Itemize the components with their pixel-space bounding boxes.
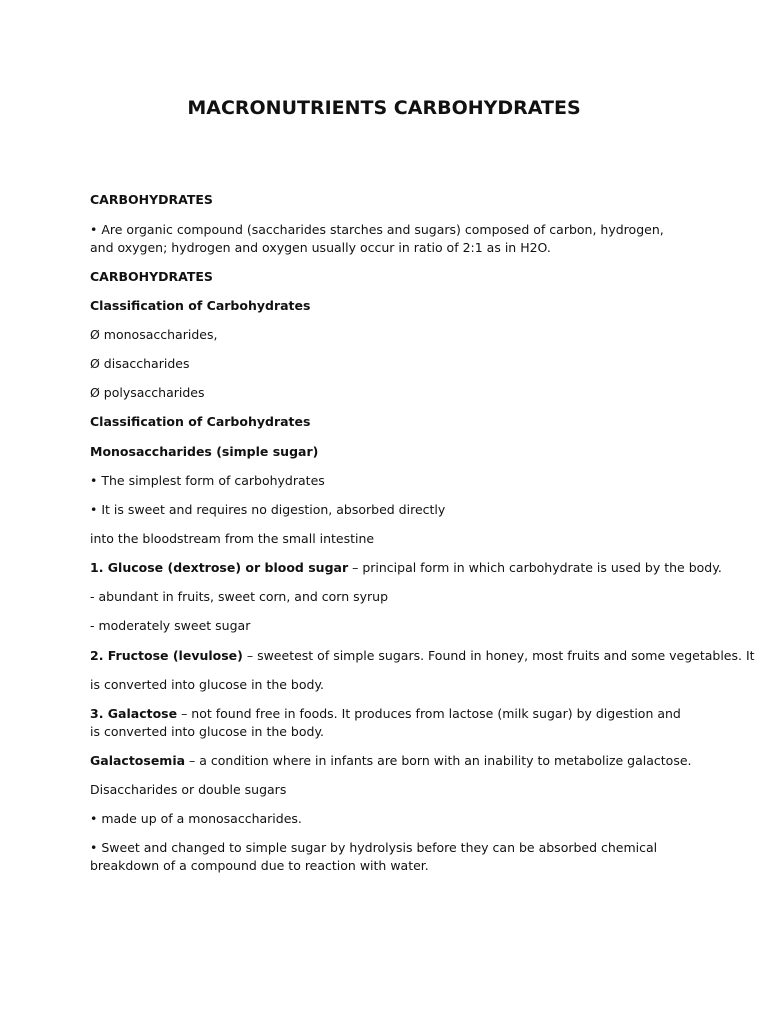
fructose-continued: is converted into glucose in the body. [90, 677, 325, 692]
bullet-hydrolysis: • Sweet and changed to simple sugar by hydrolysis before they can be absorbed chemical breakdown of a compound due to reaction with water. [90, 840, 658, 873]
list-item-polysaccharides: Ø polysaccharides [90, 385, 205, 400]
list-item-disaccharides: Ø disaccharides [90, 356, 190, 371]
galactosemia-term: Galactosemia [90, 753, 186, 768]
heading-classification-2: Classification of Carbohydrates [90, 414, 311, 429]
glucose-note-sweet: - moderately sweet sugar [90, 618, 251, 633]
glucose-note-abundant: - abundant in fruits, sweet corn, and corn syrup [90, 589, 389, 604]
item-galactosemia [90, 752, 690, 770]
galactosemia-desc: – a condition where in infants are born with an inability to metabolize galactose. [185, 753, 692, 768]
bullet-sweet-digestion: • It is sweet and requires no digestion, absorbed directly [90, 502, 446, 517]
fructose-term: 2. Fructose (levulose) [90, 648, 243, 663]
galactose-term: 3. Galactose [90, 706, 178, 721]
item-glucose [90, 559, 722, 577]
heading-carbohydrates: CARBOHYDRATES [90, 192, 213, 207]
bullet-made-up: • made up of a monosaccharides. [90, 811, 302, 826]
list-item-monosaccharides: Ø monosaccharides, [90, 327, 218, 342]
galactose-desc: – not found free in foods. It produces from lactose (milk sugar) by digestion and is converted into glucose in the body. [90, 706, 681, 739]
heading-classification: Classification of Carbohydrates [90, 298, 311, 313]
fructose-desc: – sweetest of simple sugars. Found in honey, most fruits and some vegetables. It [242, 648, 755, 663]
heading-disaccharides: Disaccharides or double sugars [90, 782, 287, 797]
paragraph-definition: • Are organic compound (saccharides starches and sugars) composed of carbon, hydrogen, and oxygen; hydrogen and oxygen usually occur in ratio of 2:1 as in H2O. [90, 222, 664, 255]
item-galactose [90, 705, 690, 741]
glucose-term: 1. Glucose (dextrose) or blood sugar [90, 560, 349, 575]
text-bloodstream: into the bloodstream from the small intestine [90, 531, 375, 546]
bullet-simplest-form: • The simplest form of carbohydrates [90, 473, 325, 488]
glucose-desc: – principal form in which carbohydrate is used by the body. [348, 560, 722, 575]
item-fructose [90, 647, 755, 665]
heading-monosaccharides: Monosaccharides (simple sugar) [90, 444, 319, 459]
document-title: MACRONUTRIENTS CARBOHYDRATES [187, 97, 581, 119]
heading-carbohydrates-2: CARBOHYDRATES [90, 269, 213, 284]
